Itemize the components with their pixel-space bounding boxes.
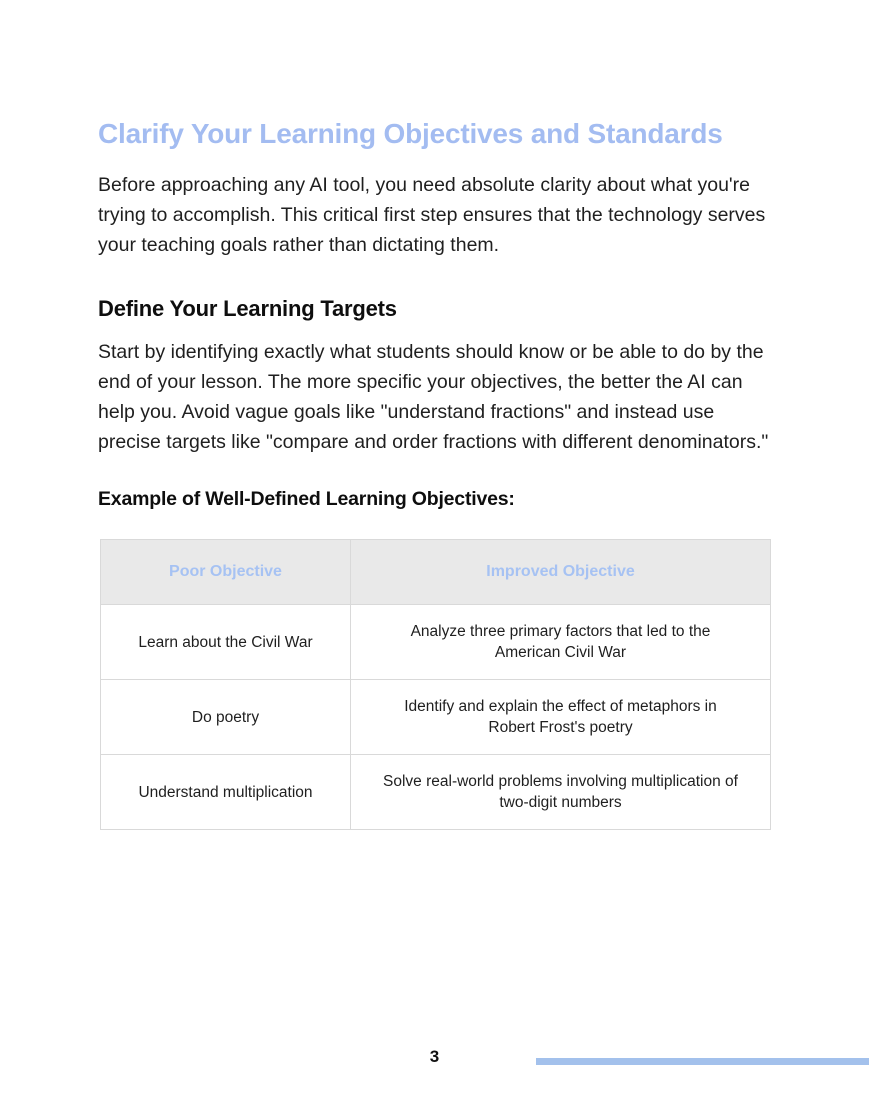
table-header-row: [101, 540, 771, 605]
table-caption-heading: Example of Well-Defined Learning Objectives:: [98, 488, 515, 510]
page-content: [98, 0, 770, 830]
table-cell-poor-objective: Understand multiplication: [101, 755, 351, 830]
section-heading-define-learning-targets: Define Your Learning Targets: [98, 296, 397, 321]
table-row: [101, 680, 771, 755]
table-row: [101, 605, 771, 680]
table-row: [101, 755, 771, 830]
footer-accent-line: [536, 1058, 869, 1065]
table-cell-improved-objective: Analyze three primary factors that led to the American Civil War: [351, 605, 771, 680]
section-paragraph: Start by identifying exactly what students should know or be able to do by the end of your lesson. The more specific your objectives, the better the AI can help you. Avoid vague goals like "understand fractions" and instead use precise targets like "compare and order fractions with different denominators.": [98, 341, 769, 453]
page-number: 3: [429, 1047, 440, 1066]
intro-paragraph: Before approaching any AI tool, you need absolute clarity about what you're trying to accomplish. This critical first step ensures that the technology serves your teaching goals rather than dictating them.: [98, 174, 766, 256]
page-title: Clarify Your Learning Objectives and Standards: [98, 118, 723, 149]
table-cell-poor-objective: Learn about the Civil War: [101, 605, 351, 680]
objectives-table: [100, 539, 771, 830]
table-header-improved-objective: Improved Objective: [351, 540, 771, 605]
table-header-poor-objective: Poor Objective: [101, 540, 351, 605]
table-cell-improved-objective: Solve real-world problems involving multiplication of two-digit numbers: [351, 755, 771, 830]
table-cell-poor-objective: Do poetry: [101, 680, 351, 755]
table-cell-improved-objective: Identify and explain the effect of metaphors in Robert Frost's poetry: [351, 680, 771, 755]
